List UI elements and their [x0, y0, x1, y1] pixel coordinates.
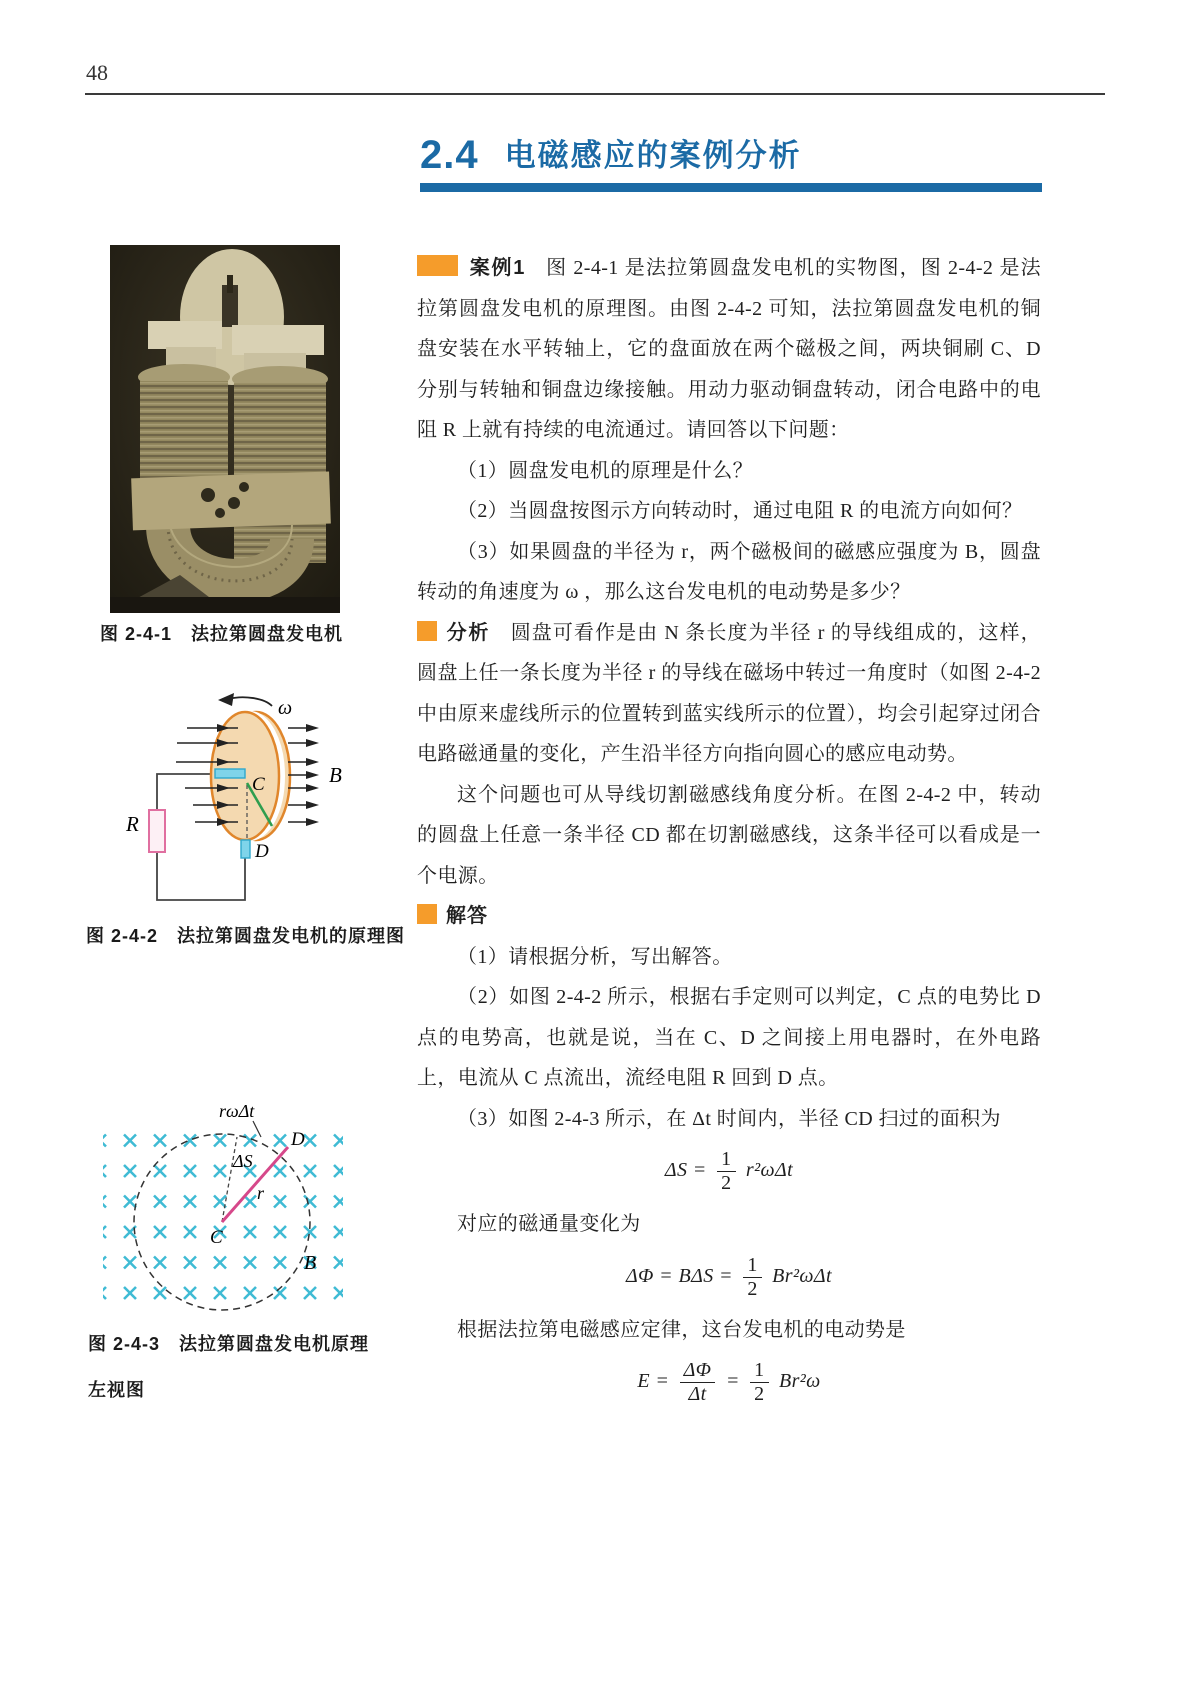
- figure-2-4-3-caption-line2: 左视图: [88, 1380, 145, 1400]
- label-r-omega-dt: rωΔt: [219, 1101, 255, 1121]
- section-number: 2.4: [420, 133, 479, 177]
- formula1-rhs: r²ωΔt: [745, 1159, 794, 1182]
- rotation-arrowhead: [218, 693, 234, 706]
- photo-pole-right: [232, 325, 324, 355]
- analysis-paragraph-2: 这个问题也可从导线切割磁感线角度分析。在图 2-4-2 中，转动的圆盘上任意一条半径 CD 都在切割磁感线，这条半径可以看成是一个电源。: [417, 783, 1041, 887]
- label-R: R: [126, 812, 139, 836]
- formula-emf: [417, 1360, 1041, 1405]
- section-heading: [420, 130, 1042, 178]
- question-3: （3）如果圆盘的半径为 r，两个磁极间的磁感应强度为 B，圆盘转动的角速度为 ω ，那么这台发电机的电动势是多少？: [417, 540, 1041, 603]
- resistor: [149, 810, 165, 852]
- analysis-text-1: 圆盘可看作是由 N 条长度为半径 r 的导线组成的，这样，圆盘上任一条长度为半径 r 的导线在磁场中转过一角度时（如图 2-4-2 中由原来虚线所示的位置转到蓝实线所示的位置），均会引起穿过闭合电路磁通量的变化，产生沿半径方向指向圆心的感应电动势。: [417, 621, 1042, 765]
- label-D: D: [255, 841, 269, 862]
- formula2-lhs: ΔΦ = BΔS =: [626, 1264, 733, 1287]
- figure-2-4-1-caption: 图 2-4-1 法拉第圆盘发电机: [100, 624, 344, 644]
- label-B: B: [304, 1252, 317, 1274]
- formula1-fraction: $\frac{1}{2}$: [717, 1149, 735, 1194]
- figure-2-4-3-diagram: [85, 1095, 355, 1330]
- figure-2-4-3-caption-line1: 图 2-4-3 法拉第圆盘发电机原理: [88, 1334, 370, 1354]
- formula3-equals: =: [725, 1370, 740, 1393]
- photo-pole-left: [148, 321, 222, 349]
- label-C: C: [252, 774, 265, 795]
- label-r: r: [257, 1183, 265, 1203]
- formula3-half-fraction: $\frac{1}{2}$: [750, 1360, 768, 1405]
- analysis-tag-label: 分析: [446, 621, 491, 644]
- answer-2: （2）如图 2-4-2 所示，根据右手定则可以判定，C 点的电势比 D 点的电势高，也就是说，当在 C、D 之间接上用电器时，在外电路上，电流从 C 点流出，流经电阻 R 回到 D 点。: [417, 986, 1041, 1089]
- analysis-paragraph-1: [417, 613, 1041, 775]
- label-C: C: [210, 1227, 223, 1248]
- answer-header: [417, 896, 1041, 937]
- formula-delta-Phi: [417, 1255, 1041, 1300]
- question-1: （1）圆盘发电机的原理是什么？: [457, 459, 753, 482]
- answer-tag-label: 解答: [446, 905, 488, 927]
- page-number: 48: [86, 60, 108, 85]
- label-omega: ω: [278, 697, 293, 719]
- case-tag-rect: [417, 255, 458, 276]
- label-delta-S: ΔS: [233, 1151, 253, 1171]
- figure-2-4-1-photo: [110, 245, 340, 613]
- formula3-lhs: E =: [637, 1370, 670, 1393]
- label-D: D: [291, 1129, 305, 1150]
- label-B: B: [329, 763, 342, 787]
- figure-2-4-2-diagram: [88, 690, 418, 925]
- formula3-rhs: Br²ω: [778, 1370, 821, 1393]
- header-rule: [85, 93, 1105, 95]
- analysis-tag-rect: [417, 621, 437, 641]
- case-tag-label: 案例1: [469, 257, 526, 279]
- answer-3: （3）如图 2-4-3 所示，在 Δt 时间内，半径 CD 扫过的面积为: [457, 1107, 1001, 1130]
- formula-delta-S: [417, 1149, 1041, 1194]
- formula3-flux-fraction: $\frac{\Delta\Phi}{\Delta t}$: [680, 1360, 716, 1405]
- case1-intro-text: 图 2-4-1 是法拉第圆盘发电机的实物图，图 2-4-2 是法拉第圆盘发电机的原理图。由图 2-4-2 可知，法拉第圆盘发电机的铜盘安装在水平转轴上，它的盘面放在两个磁极之间，两块铜刷 C、D 分别与转轴和铜盘边缘接触。用动力驱动铜盘转动，闭合电路中的电阻 R 上就有持续的电流通过。请回答以下问题：: [417, 257, 1041, 441]
- formula1-lhs: ΔS =: [664, 1159, 707, 1182]
- main-text-column: [417, 248, 1041, 1415]
- answer-1: （1）请根据分析，写出解答。: [457, 945, 733, 968]
- formula2-fraction: $\frac{1}{2}$: [743, 1255, 761, 1300]
- faraday-law-lead: 根据法拉第电磁感应定律，这台发电机的电动势是: [457, 1318, 906, 1341]
- flux-change-lead: 对应的磁通量变化为: [457, 1213, 641, 1235]
- rotation-arc: [228, 697, 272, 706]
- case1-intro-paragraph: [417, 248, 1041, 451]
- brush-D: [241, 840, 250, 858]
- answer-tag-rect: [417, 904, 437, 924]
- figure-2-4-2-caption: 图 2-4-2 法拉第圆盘发电机的原理图: [86, 926, 406, 946]
- brush-C: [215, 769, 245, 778]
- section-underline-bar: [420, 183, 1042, 192]
- field-into-page-crosses: [103, 1125, 343, 1308]
- formula2-rhs: Br²ωΔt: [772, 1264, 832, 1287]
- section-title: 电磁感应的案例分析: [504, 138, 802, 173]
- question-2: （2）当圆盘按图示方向转动时，通过电阻 R 的电流方向如何？: [457, 500, 1023, 522]
